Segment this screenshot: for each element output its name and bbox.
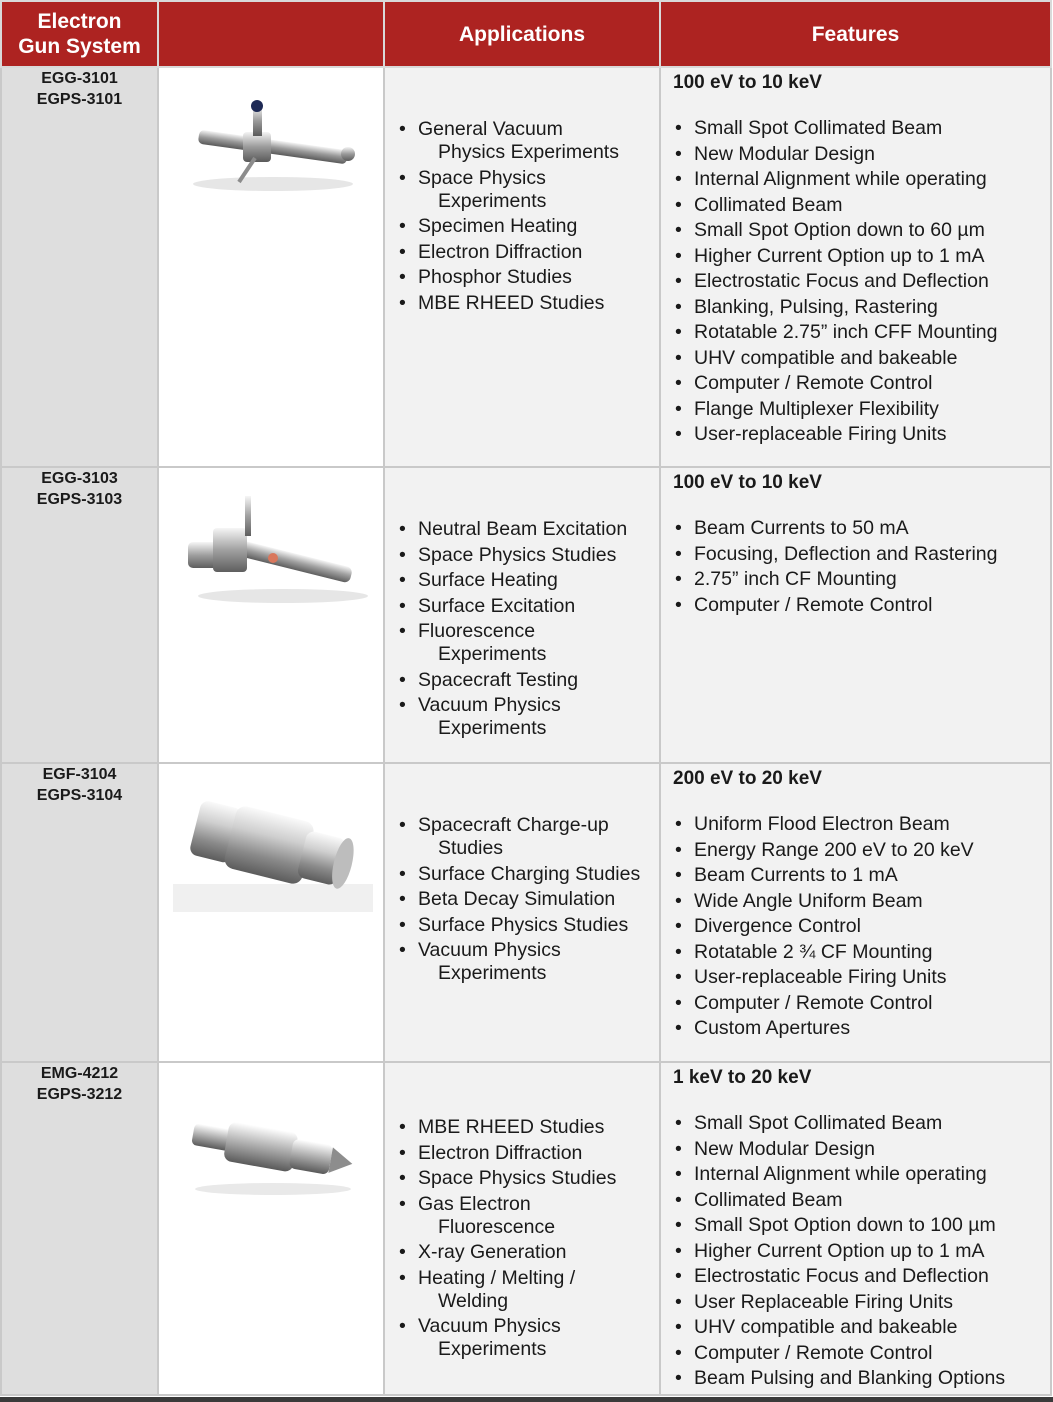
table-row bbox=[1, 467, 1051, 763]
list-item: • Rotatable 2.75” inch CFF Mounting bbox=[673, 321, 1050, 344]
electron-gun-photo bbox=[173, 1103, 373, 1213]
list-item: • Focusing, Deflection and Rastering bbox=[673, 543, 1050, 566]
list-item: • Computer / Remote Control bbox=[673, 992, 1050, 1015]
list-item: • Internal Alignment while operating bbox=[673, 168, 1050, 191]
features-list bbox=[661, 117, 1050, 446]
list-item: • Vacuum Physics Experiments bbox=[397, 1315, 659, 1361]
list-item: • Beam Currents to 50 mA bbox=[673, 517, 1050, 540]
list-item: • Heating / Melting / Welding bbox=[397, 1267, 659, 1313]
list-item: • Vacuum Physics Experiments bbox=[397, 939, 659, 985]
list-item: • Neutral Beam Excitation bbox=[397, 518, 659, 541]
applications-list bbox=[385, 1116, 659, 1361]
applications-cell bbox=[384, 1062, 660, 1395]
list-item: • Small Spot Option down to 60 µm bbox=[673, 219, 1050, 242]
applications-list bbox=[385, 118, 659, 315]
electron-gun-photo bbox=[173, 490, 373, 610]
list-item: • UHV compatible and bakeable bbox=[673, 347, 1050, 370]
table-row bbox=[1, 763, 1051, 1062]
model-cell bbox=[1, 67, 158, 467]
list-item: • Small Spot Option down to 100 µm bbox=[673, 1214, 1050, 1237]
product-photo bbox=[158, 763, 384, 1062]
list-item: • User Replaceable Firing Units bbox=[673, 1291, 1050, 1314]
list-item: • User-replaceable Firing Units bbox=[673, 423, 1050, 446]
list-item: • Fluorescence Experiments bbox=[397, 620, 659, 666]
list-item: • Higher Current Option up to 1 mA bbox=[673, 245, 1050, 268]
list-item: • User-replaceable Firing Units bbox=[673, 966, 1050, 989]
applications-cell bbox=[384, 763, 660, 1062]
list-item: • MBE RHEED Studies bbox=[397, 292, 659, 315]
applications-cell bbox=[384, 67, 660, 467]
list-item: • Beam Currents to 1 mA bbox=[673, 864, 1050, 887]
list-item: • Internal Alignment while operating bbox=[673, 1163, 1050, 1186]
list-item: • Flange Multiplexer Flexibility bbox=[673, 398, 1050, 421]
list-item: • Small Spot Collimated Beam bbox=[673, 117, 1050, 140]
list-item: • Electrostatic Focus and Deflection bbox=[673, 270, 1050, 293]
bottom-border bbox=[0, 1397, 1053, 1402]
energy-range: 200 eV to 20 keV bbox=[673, 768, 822, 789]
list-item: • Spacecraft Testing bbox=[397, 669, 659, 692]
list-item: • Electrostatic Focus and Deflection bbox=[673, 1265, 1050, 1288]
list-item: • Computer / Remote Control bbox=[673, 1342, 1050, 1365]
header-applications: Applications bbox=[384, 1, 660, 67]
list-item: • Rotatable 2 ¾ CF Mounting bbox=[673, 941, 1050, 964]
list-item: • Surface Heating bbox=[397, 569, 659, 592]
features-cell bbox=[660, 763, 1051, 1062]
list-item: • Gas Electron Fluorescence bbox=[397, 1193, 659, 1239]
list-item: • Custom Apertures bbox=[673, 1017, 1050, 1040]
list-item: • Spacecraft Charge-up Studies bbox=[397, 814, 659, 860]
features-list bbox=[661, 813, 1050, 1040]
list-item: • Space Physics Experiments bbox=[397, 167, 659, 213]
list-item: • UHV compatible and bakeable bbox=[673, 1316, 1050, 1339]
list-item: • Vacuum Physics Experiments bbox=[397, 694, 659, 740]
list-item: • Surface Charging Studies bbox=[397, 863, 659, 886]
list-item: • Surface Physics Studies bbox=[397, 914, 659, 937]
applications-cell bbox=[384, 467, 660, 763]
list-item: • Divergence Control bbox=[673, 915, 1050, 938]
model-number: EMG-4212 bbox=[40, 1065, 119, 1082]
list-item: • Computer / Remote Control bbox=[673, 372, 1050, 395]
table-row bbox=[1, 1062, 1051, 1395]
features-cell bbox=[660, 467, 1051, 763]
model-cell bbox=[1, 1062, 158, 1395]
list-item: • 2.75” inch CF Mounting bbox=[673, 568, 1050, 591]
list-item: • Electron Diffraction bbox=[397, 241, 659, 264]
list-item: • Electron Diffraction bbox=[397, 1142, 659, 1165]
list-item: • Beam Pulsing and Blanking Options bbox=[673, 1367, 1050, 1390]
model-number: EGG-3101 bbox=[41, 70, 118, 87]
list-item: • Blanking, Pulsing, Rastering bbox=[673, 296, 1050, 319]
header-row bbox=[1, 1, 1051, 67]
list-item: • New Modular Design bbox=[673, 143, 1050, 166]
list-item: • X-ray Generation bbox=[397, 1241, 659, 1264]
model-number: EGF-3104 bbox=[42, 766, 117, 783]
features-cell bbox=[660, 67, 1051, 467]
energy-range: 100 eV to 10 keV bbox=[673, 472, 822, 493]
list-item: • Phosphor Studies bbox=[397, 266, 659, 289]
model-cell bbox=[1, 763, 158, 1062]
list-item: • Beta Decay Simulation bbox=[397, 888, 659, 911]
product-photo bbox=[158, 467, 384, 763]
list-item: • Collimated Beam bbox=[673, 1189, 1050, 1212]
power-supply-number: EGPS-3101 bbox=[36, 91, 123, 108]
product-photo bbox=[158, 1062, 384, 1395]
list-item: • Space Physics Studies bbox=[397, 1167, 659, 1190]
applications-list bbox=[385, 814, 659, 985]
energy-range: 1 keV to 20 keV bbox=[673, 1067, 812, 1088]
header-electron-gun-system: Electron Gun System bbox=[1, 1, 158, 67]
list-item: • Surface Excitation bbox=[397, 595, 659, 618]
list-item: • Small Spot Collimated Beam bbox=[673, 1112, 1050, 1135]
flood-gun-photo bbox=[173, 784, 373, 914]
list-item: • MBE RHEED Studies bbox=[397, 1116, 659, 1139]
electron-gun-photo bbox=[173, 96, 373, 206]
list-item: • Wide Angle Uniform Beam bbox=[673, 890, 1050, 913]
list-item: • New Modular Design bbox=[673, 1138, 1050, 1161]
applications-list bbox=[385, 518, 659, 740]
energy-range: 100 eV to 10 keV bbox=[673, 72, 822, 93]
header-features: Features bbox=[660, 1, 1051, 67]
model-number: EGG-3103 bbox=[41, 470, 118, 487]
features-list bbox=[661, 1112, 1050, 1390]
header-photo bbox=[158, 1, 384, 67]
list-item: • General Vacuum Physics Experiments bbox=[397, 118, 659, 164]
list-item: • Higher Current Option up to 1 mA bbox=[673, 1240, 1050, 1263]
product-photo bbox=[158, 67, 384, 467]
list-item: • Specimen Heating bbox=[397, 215, 659, 238]
list-item: • Space Physics Studies bbox=[397, 544, 659, 567]
list-item: • Computer / Remote Control bbox=[673, 594, 1050, 617]
features-list bbox=[661, 517, 1050, 617]
model-cell bbox=[1, 467, 158, 763]
power-supply-number: EGPS-3103 bbox=[36, 491, 123, 508]
list-item: • Energy Range 200 eV to 20 keV bbox=[673, 839, 1050, 862]
power-supply-number: EGPS-3104 bbox=[36, 787, 123, 804]
features-cell bbox=[660, 1062, 1051, 1395]
table-row bbox=[1, 67, 1051, 467]
power-supply-number: EGPS-3212 bbox=[36, 1086, 123, 1103]
list-item: • Uniform Flood Electron Beam bbox=[673, 813, 1050, 836]
list-item: • Collimated Beam bbox=[673, 194, 1050, 217]
